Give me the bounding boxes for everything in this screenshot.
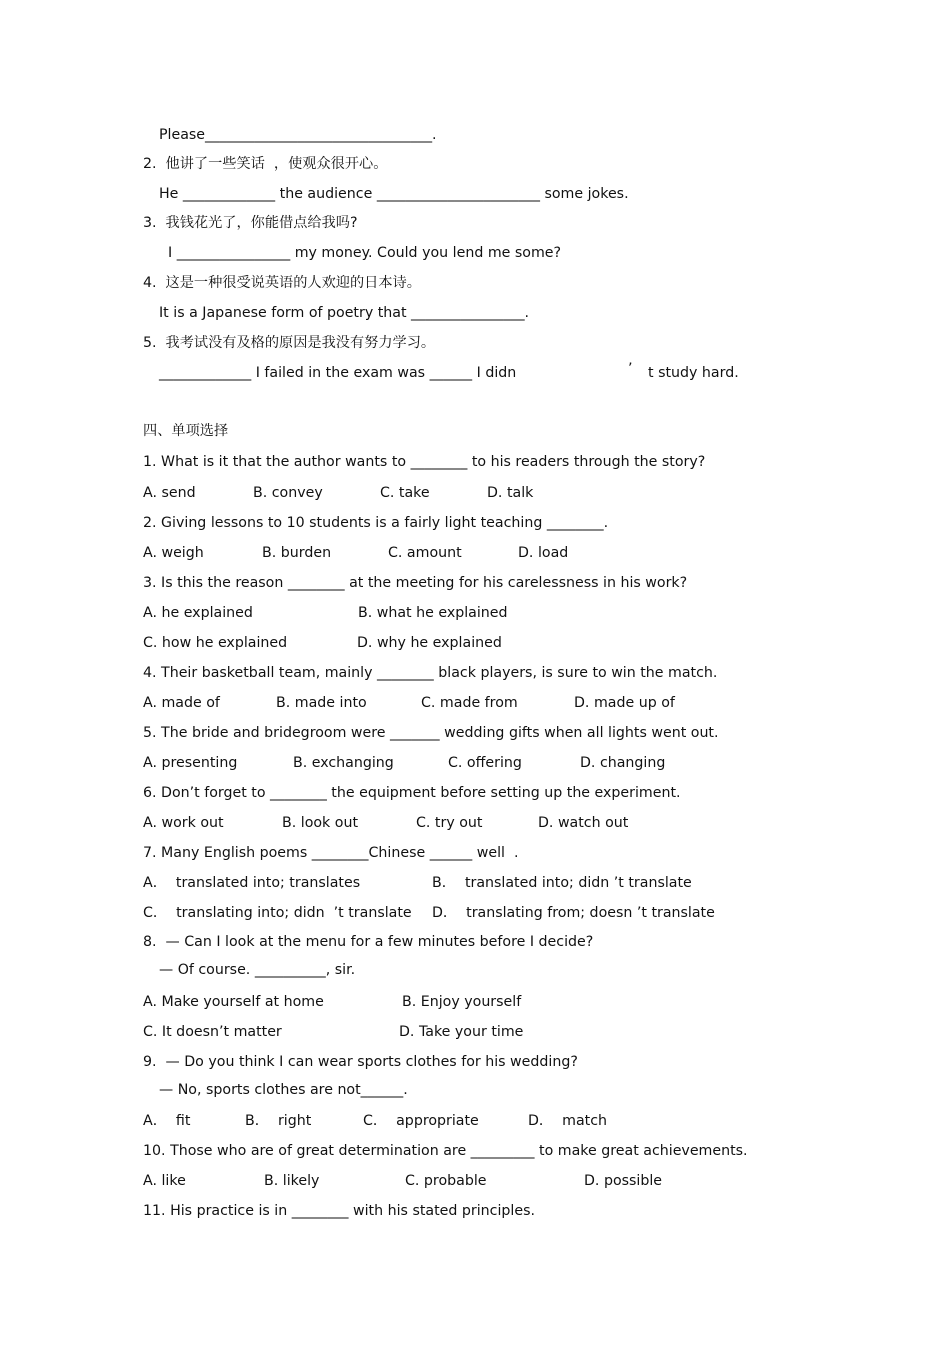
option-c: C. amount	[388, 545, 462, 561]
translation-prompt: 2. 他讲了一些笑话 ，使观众很开心。	[143, 156, 388, 172]
question-stem: 5. The bride and bridegroom were _______ wedding gifts when all lights went out.	[143, 725, 719, 741]
option-d: D. Take your time	[399, 1024, 524, 1040]
option-b: B． translated into; didn ’t translate	[432, 875, 692, 891]
option-c: C． appropriate	[363, 1113, 479, 1129]
question-stem: 2. Giving lessons to 10 students is a fairly light teaching ________.	[143, 515, 609, 531]
translation-prompt: 4. 这是一种很受说英语的人欢迎的日本诗。	[143, 275, 421, 291]
option-b: B. burden	[262, 545, 332, 561]
question-stem: 11. His practice is in ________ with his stated principles.	[143, 1203, 535, 1219]
option-c: C. made from	[421, 695, 518, 711]
option-b: B. convey	[253, 485, 323, 501]
option-b: B. look out	[282, 815, 359, 831]
translation-prompt: 5. 我考试没有及格的原因是我没有努力学习。	[143, 335, 436, 351]
translation-line-end: t study hard.	[648, 365, 739, 381]
question-stem: 4. Their basketball team, mainly ________ black players, is sure to win the match.	[143, 665, 718, 681]
question-stem: 8. — Can I look at the menu for a few minutes before I decide?	[143, 934, 594, 950]
option-b: B. exchanging	[293, 755, 394, 771]
option-d: D. possible	[584, 1173, 663, 1189]
apostrophe-mark: ’	[628, 361, 633, 377]
translation-prompt: 3. 我钱花光了，你能借点给我吗?	[143, 215, 358, 231]
option-b: B. Enjoy yourself	[402, 994, 522, 1010]
option-d: D. made up of	[574, 695, 675, 711]
option-c: C. offering	[448, 755, 522, 771]
option-b: B． right	[245, 1113, 312, 1129]
question-stem: 7. Many English poems ________Chinese ______ well .	[143, 845, 519, 861]
translation-line: It is a Japanese form of poetry that ________________.	[159, 305, 530, 321]
translation-line: I ________________ my money. Could you lend me some?	[168, 245, 562, 261]
question-stem: 1. What is it that the author wants to ________ to his readers through the story?	[143, 454, 706, 470]
translation-line: _____________ I failed in the exam was ______ I didn	[159, 365, 517, 381]
translation-line: Please________________________________.	[159, 127, 437, 143]
option-c: C. how he explained	[143, 635, 288, 651]
option-d: D． match	[528, 1113, 608, 1129]
option-b: B. likely	[264, 1173, 320, 1189]
option-d: D. watch out	[538, 815, 629, 831]
option-a: A. work out	[143, 815, 224, 831]
option-c: C. probable	[405, 1173, 487, 1189]
option-c: C. take	[380, 485, 430, 501]
question-stem-reply: — No, sports clothes are not______.	[159, 1082, 408, 1098]
option-d: D． translating from; doesn ’t translate	[432, 905, 715, 921]
question-stem: 6. Don’t forget to ________ the equipment before setting up the experiment.	[143, 785, 681, 801]
option-c: C． translating into; didn ’t translate	[143, 905, 412, 921]
question-stem-reply: — Of course. __________, sir.	[159, 962, 356, 978]
section-heading: 四、单项选择	[143, 423, 229, 439]
option-c: C. try out	[416, 815, 483, 831]
option-d: D. changing	[580, 755, 666, 771]
option-a: A. he explained	[143, 605, 253, 621]
option-a: A. send	[143, 485, 196, 501]
option-b: B. what he explained	[358, 605, 508, 621]
question-stem: 10. Those who are of great determination are _________ to make great achievements.	[143, 1143, 748, 1159]
option-a: A． fit	[143, 1113, 191, 1129]
option-a: A. weigh	[143, 545, 204, 561]
option-a: A. made of	[143, 695, 220, 711]
question-stem: 9. — Do you think I can wear sports clothes for his wedding?	[143, 1054, 578, 1070]
question-stem: 3. Is this the reason ________ at the meeting for his carelessness in his work?	[143, 575, 688, 591]
option-a: A. like	[143, 1173, 186, 1189]
option-b: B. made into	[276, 695, 367, 711]
option-d: D. why he explained	[357, 635, 502, 651]
option-c: C. It doesn’t matter	[143, 1024, 282, 1040]
translation-line: He _____________ the audience _______________________ some jokes.	[159, 186, 629, 202]
option-d: D. talk	[487, 485, 534, 501]
option-a: A． translated into; translates	[143, 875, 361, 891]
option-a: A. Make yourself at home	[143, 994, 324, 1010]
option-d: D. load	[518, 545, 569, 561]
option-a: A. presenting	[143, 755, 238, 771]
